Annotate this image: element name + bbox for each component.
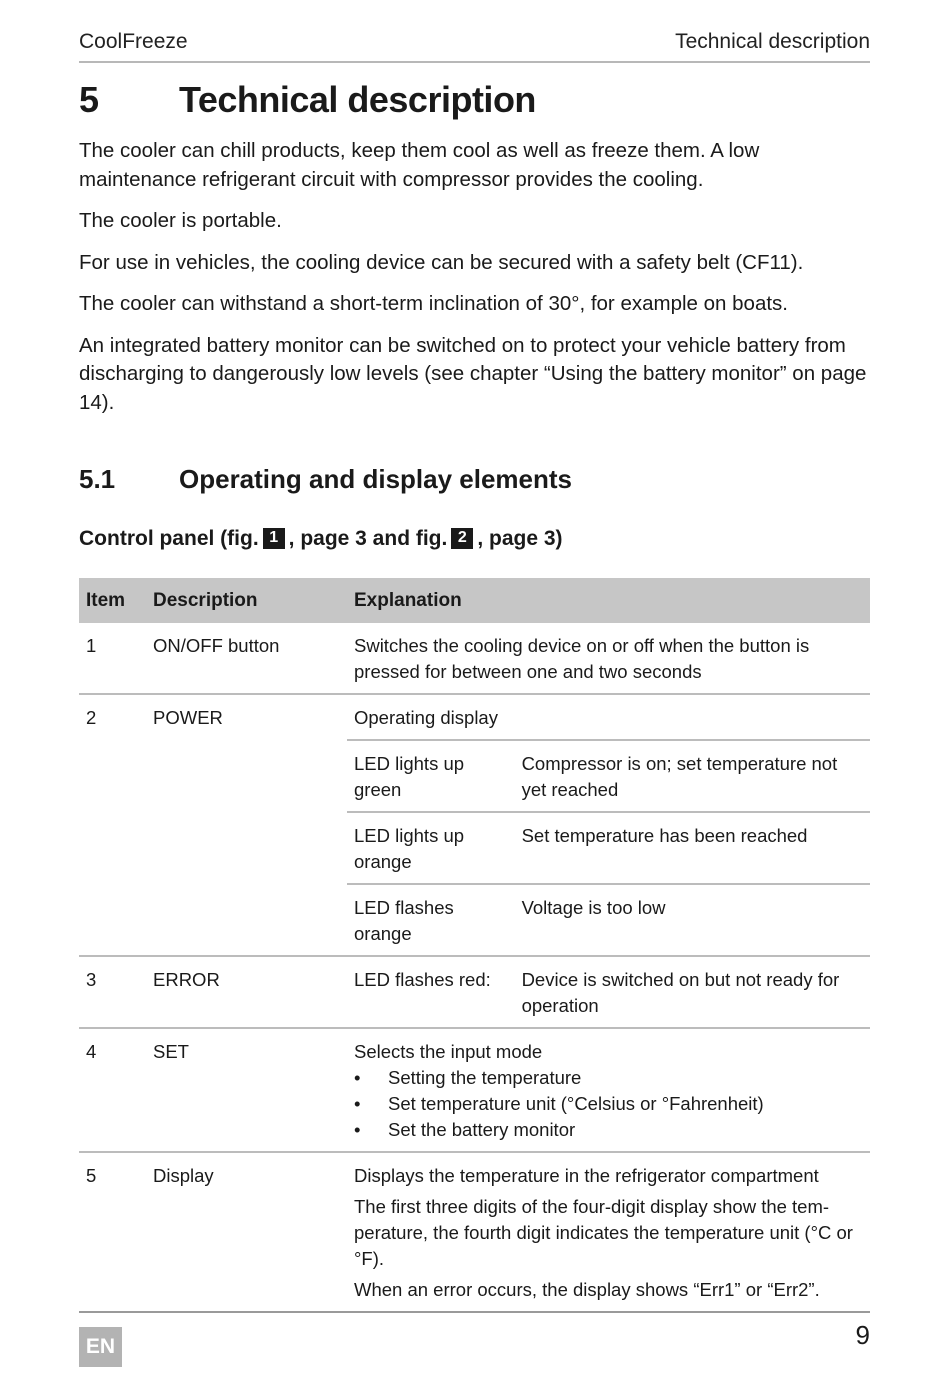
item-explanation: Operating display (347, 694, 870, 740)
led-meaning: Voltage is too low (515, 884, 870, 956)
header-chapter-name: Technical description (675, 30, 870, 53)
table-row (79, 694, 870, 740)
page-number: 9 (855, 1320, 870, 1350)
item-description: Display (146, 1152, 347, 1312)
item-description: ERROR (146, 956, 347, 1028)
item-description: POWER (146, 694, 347, 956)
item-description: SET (146, 1028, 347, 1152)
section-title (79, 76, 536, 124)
section-title-text: Technical description (179, 79, 536, 120)
table-row (79, 1028, 870, 1152)
running-header (79, 30, 870, 63)
led-state: LED lights up orange (347, 812, 515, 884)
intro-text (79, 137, 870, 430)
explanation-paragraph: When an error occurs, the display shows “Err1” or “Err2”. (354, 1279, 820, 1300)
table-row (79, 956, 870, 1028)
item-number: 2 (79, 694, 146, 956)
item-explanation (347, 1028, 870, 1152)
language-badge: EN (79, 1327, 122, 1367)
led-state: LED flashes orange (347, 884, 515, 956)
item-number: 4 (79, 1028, 146, 1152)
intro-paragraph: The cooler can chill products, keep them cool as well as freeze them. A low maintenance refrigerant circuit with compressor provides the cooling. (79, 139, 760, 191)
bullet-marker: • (354, 1067, 361, 1088)
manual-page (79, 0, 870, 1374)
list-item (354, 1117, 863, 1143)
list-item-text: Setting the temperature (388, 1067, 582, 1088)
figure-1-badge: 1 (263, 528, 285, 549)
subsection-title (79, 461, 572, 497)
list-item (354, 1065, 863, 1091)
table-header-row (79, 578, 870, 623)
bullet-marker: • (354, 1093, 361, 1114)
item-description: ON/OFF button (146, 623, 347, 694)
item-number: 1 (79, 623, 146, 694)
item-explanation: Switches the cooling device on or off when the button is pressed for between one and two seconds (347, 623, 870, 694)
item-number: 3 (79, 956, 146, 1028)
subsection-number: 5.1 (79, 463, 116, 494)
explanation-paragraph: Displays the temperature in the refrigerator compartment (354, 1165, 819, 1186)
intro-paragraph: For use in vehicles, the cooling device can be secured with a safety belt (CF11). (79, 250, 804, 274)
panel-heading-prefix: Control panel (fig. (79, 527, 259, 550)
led-meaning: Compressor is on; set temperature not yet reached (515, 740, 870, 812)
list-item-text: Set the battery monitor (388, 1119, 576, 1140)
column-header-item: Item (79, 578, 146, 623)
header-product-name: CoolFreeze (79, 30, 188, 53)
led-meaning: Device is switched on but not ready for operation (515, 956, 870, 1028)
column-header-description: Description (146, 578, 347, 623)
section-number: 5 (79, 79, 99, 120)
figure-2-badge: 2 (451, 528, 473, 549)
item-explanation (347, 1152, 870, 1312)
bullet-marker: • (354, 1119, 361, 1140)
panel-heading-middle: , page 3 and fig. (288, 527, 448, 550)
intro-paragraph: An integrated battery monitor can be switched on to protect your vehicle battery from discharging to dangerously low levels (see chapter “Using the battery monitor” on page 14). (79, 333, 867, 414)
panel-heading-suffix: , page 3) (477, 527, 563, 550)
table-row (79, 623, 870, 694)
led-state: LED lights up green (347, 740, 515, 812)
list-item-text: Set temperature unit (°Celsius or °Fahrenheit) (388, 1093, 764, 1114)
set-bullet-list (354, 1065, 863, 1143)
intro-paragraph: The cooler can withstand a short-term inclination of 30°, for example on boats. (79, 292, 788, 315)
list-item (354, 1091, 863, 1117)
table-row (79, 1152, 870, 1312)
intro-paragraph: The cooler is portable. (79, 209, 282, 232)
item-number: 5 (79, 1152, 146, 1312)
control-panel-heading (79, 524, 563, 554)
set-explanation-intro: Selects the input mode (354, 1041, 543, 1062)
subsection-title-text: Operating and display elements (179, 463, 572, 494)
led-state: LED flashes red: (347, 956, 515, 1028)
led-meaning: Set temperature has been reached (515, 812, 870, 884)
explanation-paragraph: The first three digits of the four-digit display show the tem-perature, the fourth digit indicates the temperature unit (°C or °F). (354, 1196, 853, 1269)
operating-elements-table (79, 578, 870, 1313)
column-header-explanation: Explanation (347, 578, 870, 623)
